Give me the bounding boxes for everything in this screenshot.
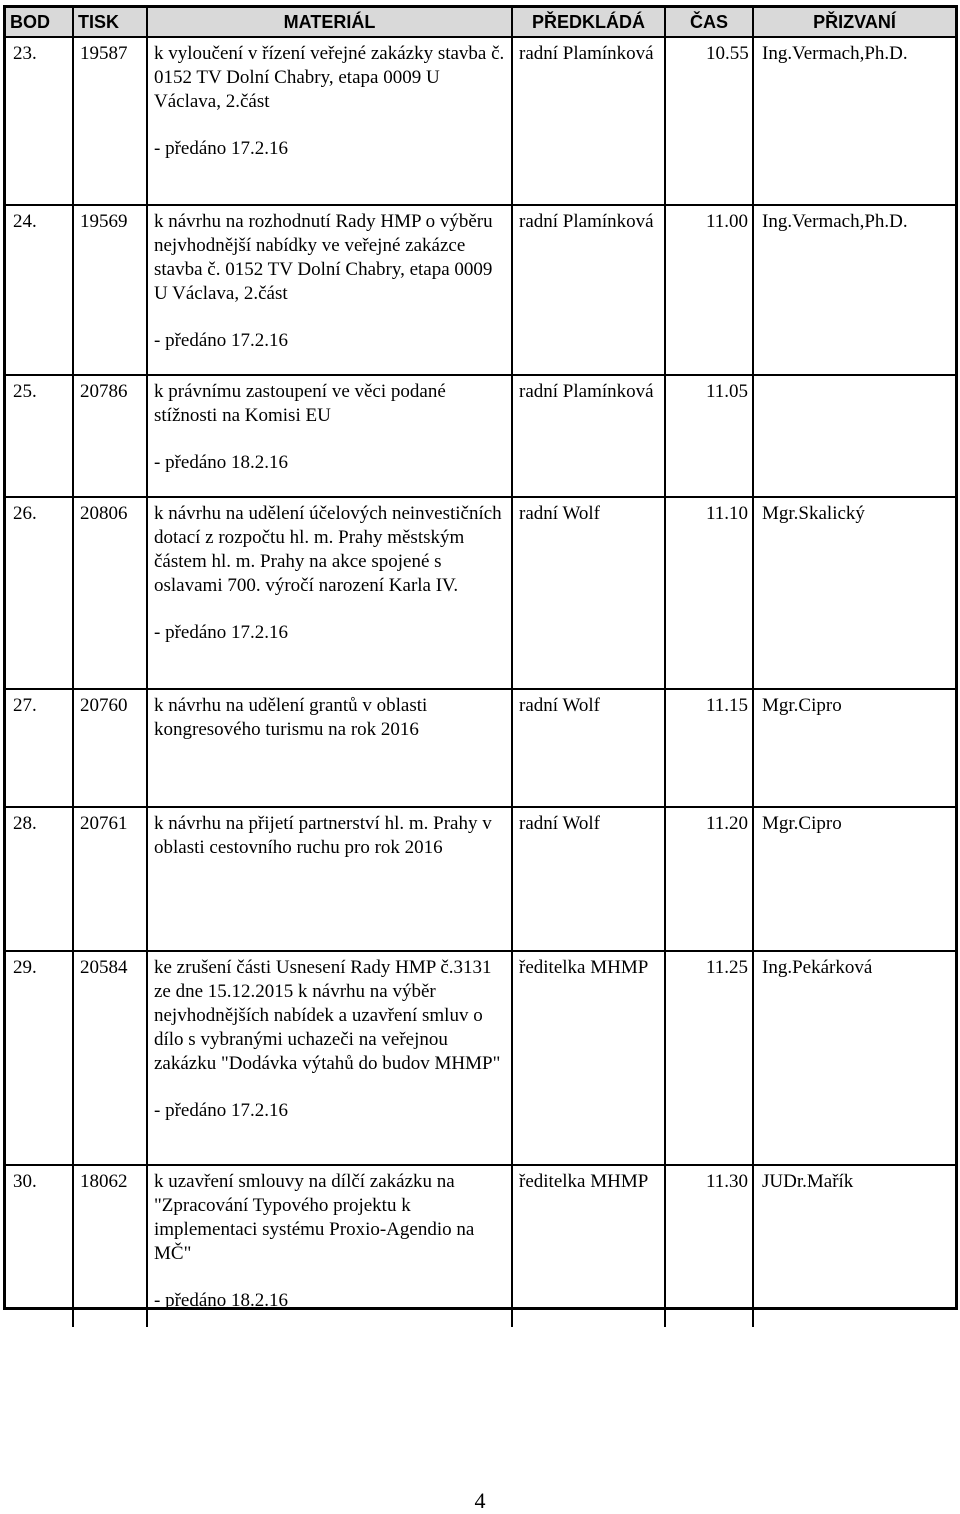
cell-prizvani: Ing.Vermach,Ph.D. bbox=[753, 205, 955, 375]
table-row bbox=[6, 807, 955, 951]
cell-bod: 30. bbox=[6, 1165, 73, 1327]
cell-cas: 11.20 bbox=[665, 807, 753, 951]
cell-material bbox=[147, 497, 512, 689]
material-text: ke zrušení části Usnesení Rady HMP č.3131 ze dne 15.12.2015 k návrhu na výběr nejvhodnějších nabídek a uzavření smluv o dílo s vybranými uchazeči na veřejnou zakázku "Dodávka výtahů do budov MHMP" bbox=[154, 957, 501, 1074]
handover-date: - předáno 18.2.16 bbox=[154, 1290, 289, 1311]
cell-tisk: 20806 bbox=[73, 497, 147, 689]
header-prizvani: PŘIZVANÍ bbox=[753, 8, 955, 37]
material-text: k návrhu na přijetí partnerství hl. m. Prahy v oblasti cestovního ruchu pro rok 2016 bbox=[154, 813, 492, 858]
cell-bod: 27. bbox=[6, 689, 73, 807]
cell-cas: 11.00 bbox=[665, 205, 753, 375]
cell-material bbox=[147, 205, 512, 375]
cell-tisk: 20584 bbox=[73, 951, 147, 1165]
handover-date: - předáno 17.2.16 bbox=[154, 622, 289, 643]
cell-bod: 24. bbox=[6, 205, 73, 375]
material-text: k návrhu na udělení účelových neinvestičních dotací z rozpočtu hl. m. Prahy městským částem hl. m. Prahy na akce spojené s oslavami 700. výročí narození Karla IV. bbox=[154, 503, 502, 596]
cell-tisk: 19587 bbox=[73, 37, 147, 205]
cell-bod: 26. bbox=[6, 497, 73, 689]
cell-prizvani: Ing.Pekárková bbox=[753, 951, 955, 1165]
header-bod: BOD bbox=[6, 8, 73, 37]
table-row bbox=[6, 37, 955, 205]
cell-predklada: radní Wolf bbox=[512, 497, 665, 689]
cell-predklada: radní Wolf bbox=[512, 689, 665, 807]
table-row bbox=[6, 375, 955, 497]
cell-prizvani: Mgr.Cipro bbox=[753, 807, 955, 951]
cell-tisk: 20786 bbox=[73, 375, 147, 497]
cell-cas: 11.05 bbox=[665, 375, 753, 497]
table-row bbox=[6, 951, 955, 1165]
material-text: k vyloučení v řízení veřejné zakázky stavba č. 0152 TV Dolní Chabry, etapa 0009 U Václava, 2.část bbox=[154, 43, 505, 112]
agenda-table-frame bbox=[3, 5, 958, 1310]
header-cas: ČAS bbox=[665, 8, 753, 37]
cell-material bbox=[147, 37, 512, 205]
table-row bbox=[6, 205, 955, 375]
header-tisk: TISK bbox=[73, 8, 147, 37]
header-row bbox=[6, 8, 955, 37]
cell-predklada: ředitelka MHMP bbox=[512, 951, 665, 1165]
handover-date: - předáno 17.2.16 bbox=[154, 330, 289, 351]
cell-bod: 23. bbox=[6, 37, 73, 205]
cell-prizvani: Mgr.Skalický bbox=[753, 497, 955, 689]
cell-predklada: radní Wolf bbox=[512, 807, 665, 951]
cell-cas: 11.15 bbox=[665, 689, 753, 807]
cell-predklada: radní Plamínková bbox=[512, 205, 665, 375]
cell-cas: 11.30 bbox=[665, 1165, 753, 1327]
table-row bbox=[6, 1165, 955, 1327]
material-text: k právnímu zastoupení ve věci podané stížnosti na Komisi EU bbox=[154, 381, 446, 426]
cell-predklada: radní Plamínková bbox=[512, 37, 665, 205]
header-predklada: PŘEDKLÁDÁ bbox=[512, 8, 665, 37]
cell-cas: 11.10 bbox=[665, 497, 753, 689]
material-text: k uzavření smlouvy na dílčí zakázku na "Zpracování Typového projektu k implementaci systému Proxio-Agendio na MČ" bbox=[154, 1171, 475, 1264]
material-text: k návrhu na rozhodnutí Rady HMP o výběru nejvhodnější nabídky ve veřejné zakázce stavba č. 0152 TV Dolní Chabry, etapa 0009 U Václava, 2.část bbox=[154, 211, 493, 304]
cell-prizvani: Mgr.Cipro bbox=[753, 689, 955, 807]
cell-predklada: ředitelka MHMP bbox=[512, 1165, 665, 1327]
cell-material bbox=[147, 1165, 512, 1327]
handover-date: - předáno 18.2.16 bbox=[154, 452, 289, 473]
cell-prizvani: Ing.Vermach,Ph.D. bbox=[762, 43, 908, 64]
cell-material bbox=[147, 807, 512, 951]
material-text: k návrhu na udělení grantů v oblasti kongresového turismu na rok 2016 bbox=[154, 695, 428, 740]
agenda-table bbox=[6, 8, 955, 1327]
cell-material bbox=[147, 951, 512, 1165]
cell-material bbox=[147, 689, 512, 807]
cell-prizvani bbox=[753, 375, 955, 497]
handover-date: - předáno 17.2.16 bbox=[154, 1100, 289, 1121]
cell-tisk: 20760 bbox=[73, 689, 147, 807]
header-material: MATERIÁL bbox=[147, 8, 512, 37]
cell-prizvani: JUDr.Mařík bbox=[753, 1165, 955, 1327]
cell-tisk: 18062 bbox=[73, 1165, 147, 1327]
table-row bbox=[6, 689, 955, 807]
cell-cas: 11.25 bbox=[665, 951, 753, 1165]
cell-bod: 29. bbox=[6, 951, 73, 1165]
cell-cas: 10.55 bbox=[665, 37, 753, 205]
handover-date: - předáno 17.2.16 bbox=[154, 138, 289, 159]
cell-tisk: 19569 bbox=[73, 205, 147, 375]
cell-tisk: 20761 bbox=[73, 807, 147, 951]
cell-bod: 25. bbox=[6, 375, 73, 497]
cell-predklada: radní Plamínková bbox=[512, 375, 665, 497]
cell-material bbox=[147, 375, 512, 497]
page-number: 4 bbox=[474, 1488, 486, 1513]
cell-bod: 28. bbox=[6, 807, 73, 951]
table-row bbox=[6, 497, 955, 689]
